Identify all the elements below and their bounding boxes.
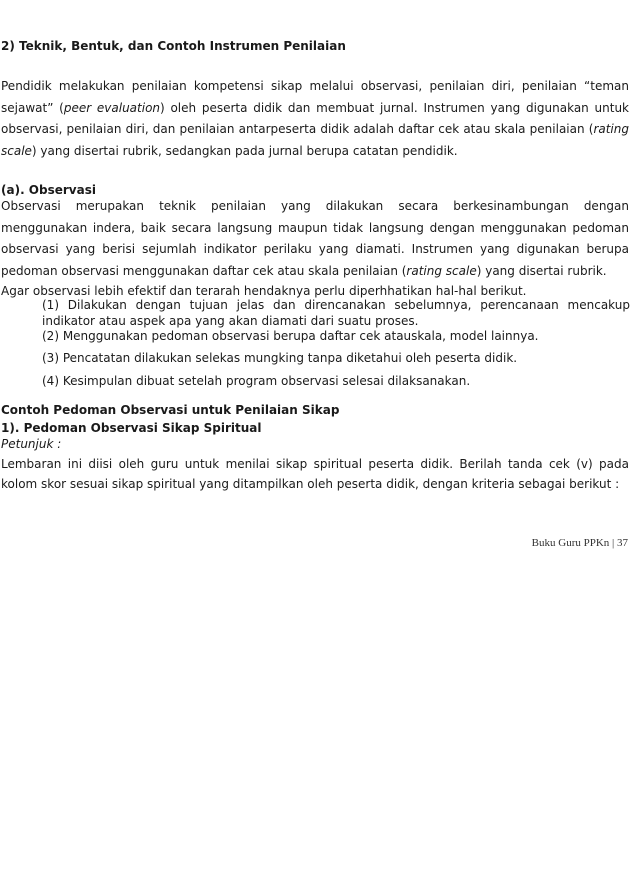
observasi-text-1: Observasi merupakan teknik penilaian yang dilakukan secara berkesinambungan dengan menggunakan indera, baik secara langsung maupun tidak langsung dengan menggunakan pedoman observasi yang berisi sejumlah indikator perilaku yang diamati. Instrumen yang digunakan berupa pedoman observasi menggunakan daftar cek atau skala penilaian ( [1,199,629,278]
observasi-paragraph [1,196,629,300]
petunjuk-paragraph [1,454,629,494]
list-item: (1) Dilakukan dengan tujuan jelas dan direncanakan sebelumnya, perencanaan mencakup indikator atau aspek apa yang akan diamati dari suatu proses. [42,298,630,328]
intro-term-peer-evaluation: peer evaluation [63,100,161,115]
observasi-text-2: ) yang disertai rubrik. [476,263,607,278]
list-item: (3) Pencatatan dilakukan selekas mungking tanpa diketahui oleh peserta didik. [42,350,518,365]
page-footer: Buku Guru PPKn | 37 [531,537,628,549]
intro-text-2: ) oleh peserta didik dan membuat jurnal. Instrumen yang digunakan untuk observasi, penilaian diri, dan penilaian antarpeserta didik adalah daftar cek atau skala penilaian ( [1,100,629,137]
intro-text-3: ) yang disertai rubrik, sedangkan pada jurnal berupa catatan pendidik. [31,144,458,159]
contoh-subtitle: 1). Pedoman Observasi Sikap Spiritual [1,421,262,435]
petunjuk-label: Petunjuk : [1,437,62,451]
intro-term-rating-scale: rating scale [1,122,629,159]
list-item: (4) Kesimpulan dibuat setelah program observasi selesai dilaksanakan. [42,374,471,388]
section-title: 2) Teknik, Bentuk, dan Contoh Instrumen Penilaian [1,39,346,53]
observasi-note: Agar observasi lebih efektif dan terarah hendaknya perlu diperhhatikan hal-hal berikut. [1,284,527,298]
observasi-list [42,298,630,390]
petunjuk-text: Lembaran ini diisi oleh guru untuk menilai sikap spiritual peserta didik. Berilah tanda cek (v) pada kolom skor sesuai sikap spiritual yang ditampilkan oleh peserta didik, dengan kriteria sebagai berikut : [1,457,629,491]
observasi-term-rating-scale: rating scale [406,263,477,278]
list-item: (2) Menggunakan pedoman observasi berupa daftar cek atauskala, model lainnya. [42,329,539,343]
observasi-heading: (a). Observasi [1,183,96,197]
intro-text-1: Pendidik melakukan penilaian kompetensi sikap melalui observasi, penilaian diri, penilaian “teman sejawat” ( [1,79,629,115]
intro-paragraph [1,76,629,163]
contoh-title: Contoh Pedoman Observasi untuk Penilaian Sikap [1,403,340,417]
